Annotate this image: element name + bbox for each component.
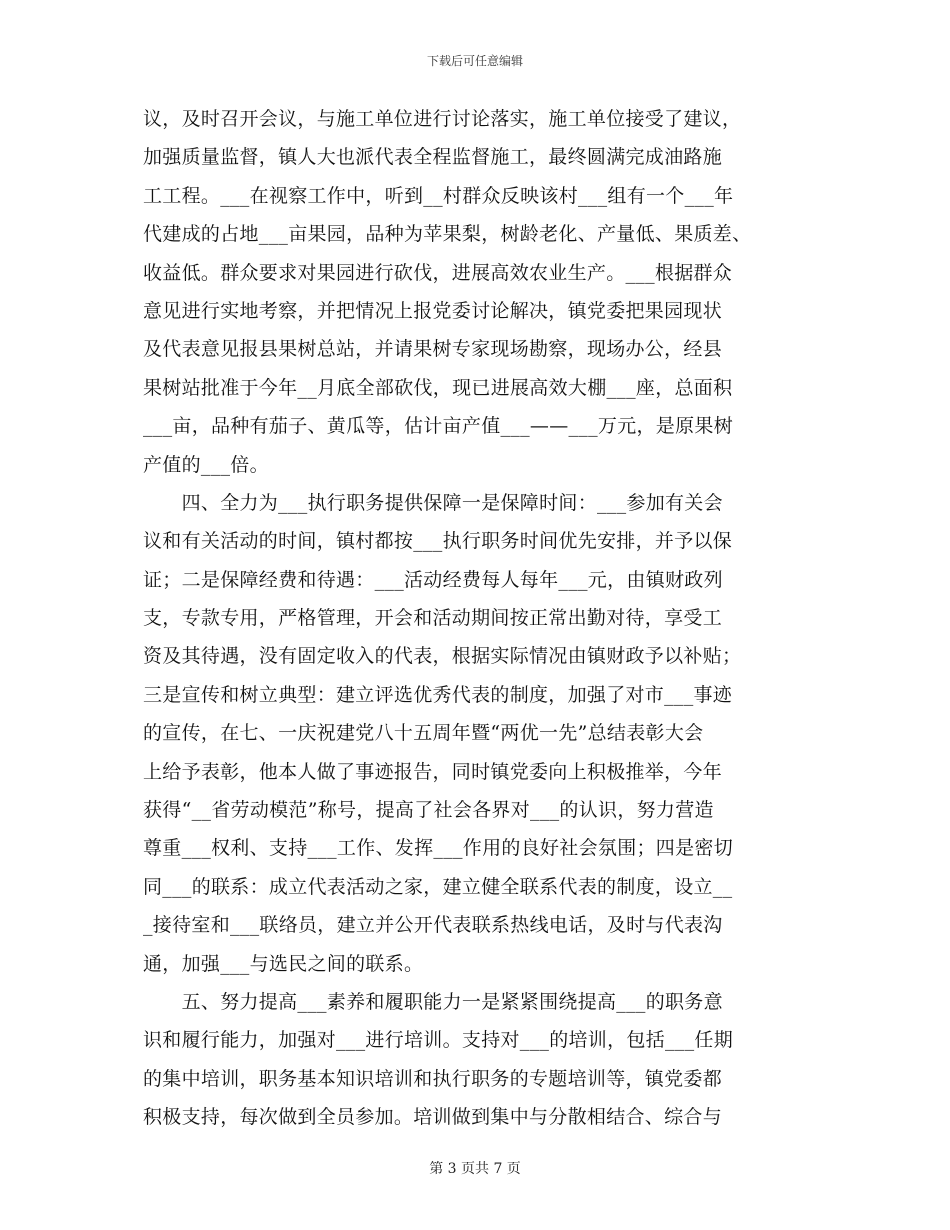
page-footer: 第 3 页共 7 页	[429, 1161, 521, 1177]
body-line: 议和有关活动的时间，镇村都按___执行职务时间优先安排，并予以保	[143, 530, 733, 553]
body-line: 议，及时召开会议，与施工单位进行讨论落实，施工单位接受了建议，	[143, 108, 742, 130]
body-line: 获得“__省劳动模范”称号，提高了社会各界对___的认识，努力营造	[143, 799, 714, 822]
body-line: 上给予表彰，他本人做了事迹报告，同时镇党委向上积极推举，今年	[143, 760, 723, 783]
body-line: 加强质量监督，镇人大也派代表全程监督施工，最终圆满完成油路施	[143, 146, 723, 169]
body-line: 果树站批准于今年__月底全部砍伐，现已进展高效大棚___座，总面积	[143, 376, 733, 399]
body-line: 资及其待遇，没有固定收入的代表，根据实际情况由镇财政予以补贴；	[143, 645, 742, 668]
page-header: 下载后可任意编辑	[426, 54, 523, 68]
body-line: 通，加强___与选民之间的联系。	[143, 952, 424, 975]
body-line: 积极支持，每次做到全员参加。培训做到集中与分散相结合、综合与	[143, 1106, 723, 1129]
body-line: 证；二是保障经费和待遇：___活动经费每人每年___元，由镇财政列	[143, 568, 723, 591]
body-line: 四、全力为___执行职务提供保障一是保障时间：___参加有关会	[143, 491, 723, 514]
body-line: 识和履行能力，加强对___进行培训。支持对___的培训，包括___任期	[143, 1029, 734, 1052]
body-line: 支，专款专用，严格管理，开会和活动期间按正常出勤对待，享受工	[143, 607, 723, 630]
body-line: 代建成的占地___亩果园，品种为苹果梨，树龄老化、产量低、果质差、	[143, 223, 752, 246]
body-line: 意见进行实地考察，并把情况上报党委讨论解决，镇党委把果园现状	[143, 299, 723, 322]
body-line: 产值的___倍。	[143, 453, 269, 476]
body-line: 同___的联系：成立代表活动之家，建立健全联系代表的制度，设立__	[143, 875, 733, 898]
body-line: 三是宣传和树立典型：建立评选优秀代表的制度，加强了对市___事迹	[143, 683, 733, 706]
body-line: 的集中培训，职务基本知识培训和执行职务的专题培训等，镇党委都	[143, 1067, 723, 1090]
body-line: 工工程。___在视察工作中，听到__村群众反映该村___组有一个___年	[143, 184, 734, 207]
body-line: 的宣传，在七、一庆祝建党八十五周年暨“两优一先”总结表彰大会	[143, 722, 704, 745]
body-line: 尊重___权利、支持___工作、发挥___作用的良好社会氛围；四是密切	[143, 837, 734, 860]
body-line: 收益低。群众要求对果园进行砍伐，进展高效农业生产。___根据群众	[143, 261, 733, 284]
document-body	[143, 100, 818, 1137]
body-line: 五、努力提高___素养和履职能力一是紧紧围绕提高___的职务意	[143, 990, 723, 1013]
body-line: 及代表意见报县果树总站，并请果树专家现场勘察，现场办公，经县	[143, 338, 723, 361]
body-line: _接待室和___联络员，建立并公开代表联系热线电话，及时与代表沟	[143, 914, 723, 937]
body-line: ___亩，品种有茄子、黄瓜等，估计亩产值___——___万元，是原果树	[143, 415, 734, 438]
